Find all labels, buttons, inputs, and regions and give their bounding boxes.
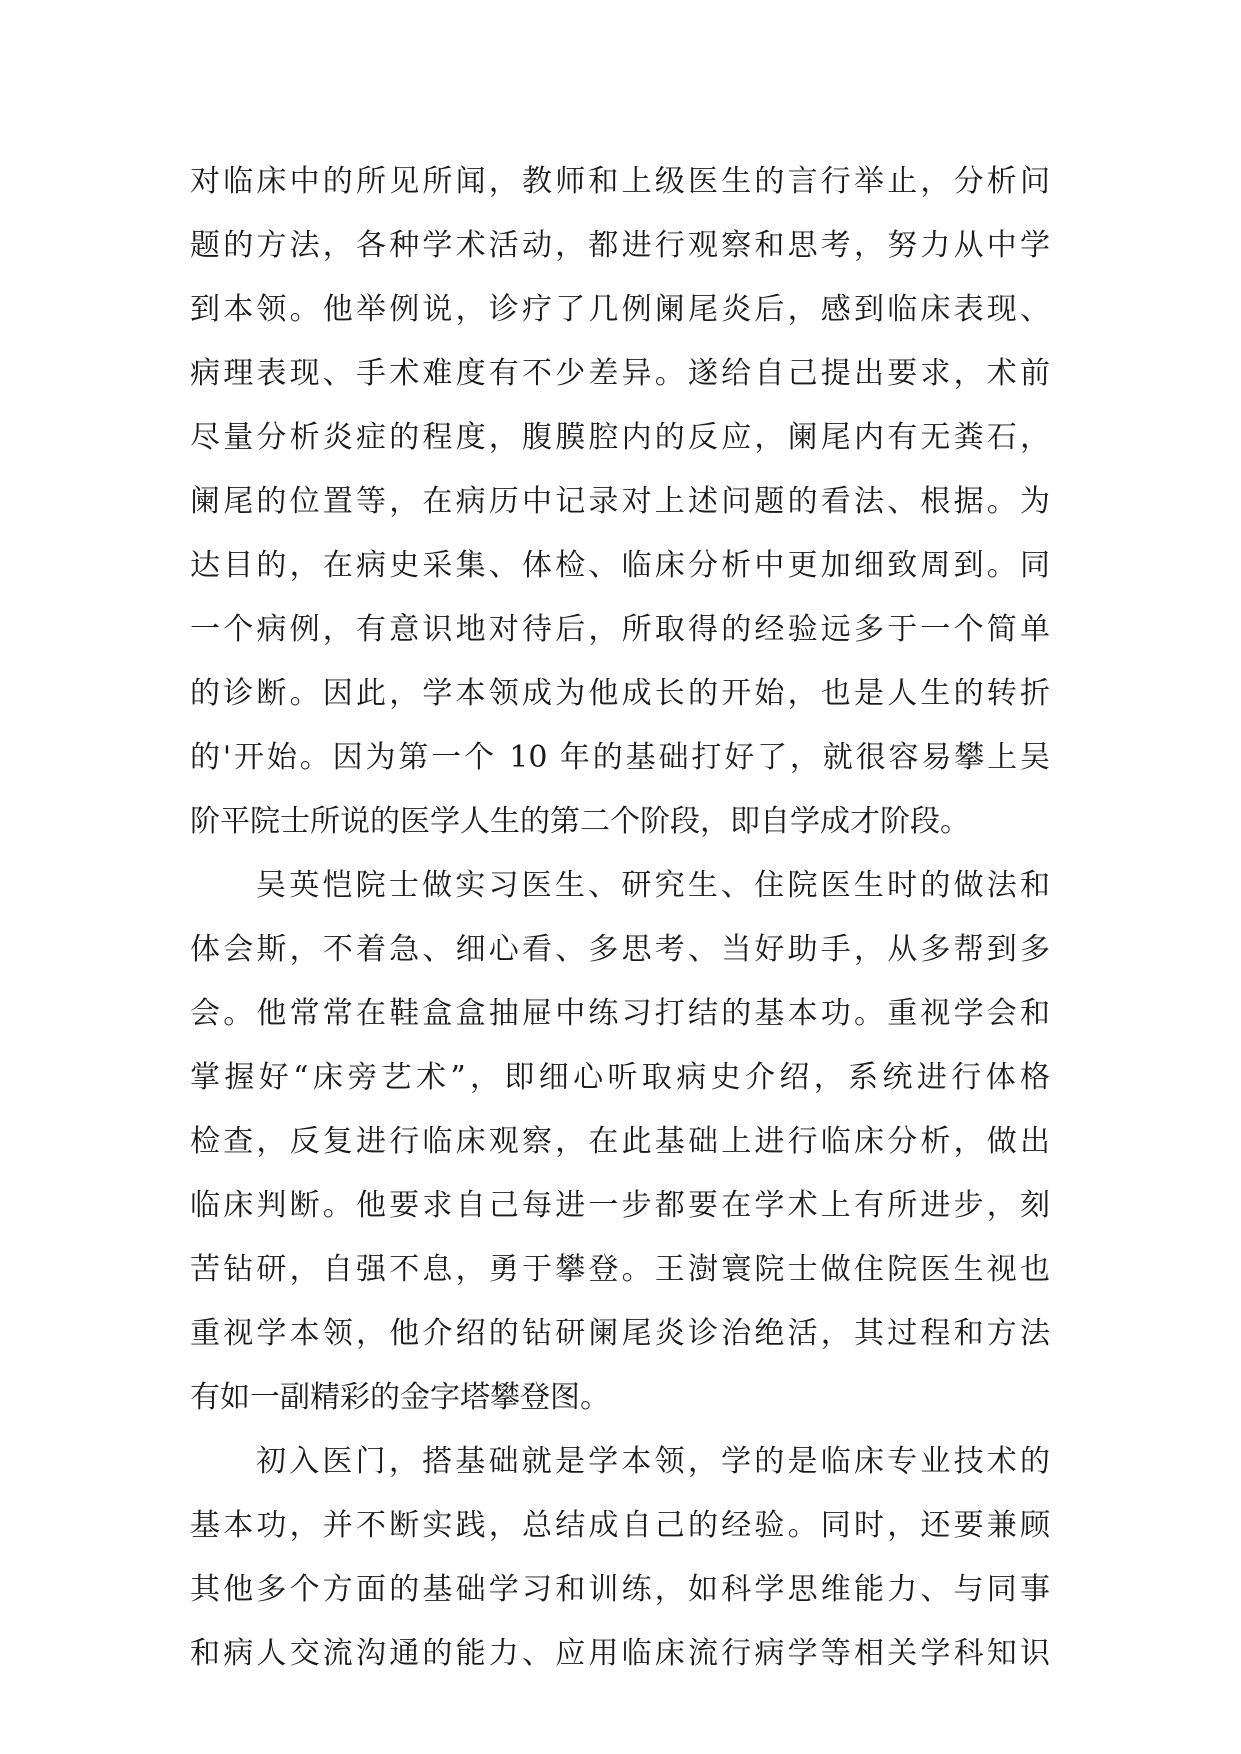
paragraph-start-line: 吴英恺院士做实习医生、研究生、住院医生时的做法和 xyxy=(256,868,1050,903)
body-text xyxy=(190,150,1050,1686)
text-line: 重视学本领，他介绍的钻研阑尾炎诊治绝活，其过程和方法 xyxy=(190,1316,1050,1351)
text-line: 一个病例，有意识地对待后，所取得的经验远多于一个简单 xyxy=(190,612,1050,647)
text-line: 临床判断。他要求自己每进一步都要在学术上有所进步，刻 xyxy=(190,1188,1050,1223)
text-line: 和病人交流沟通的能力、应用临床流行病学等相关学科知识 xyxy=(190,1636,1050,1671)
text-line: 题的方法，各种学术活动，都进行观察和思考，努力从中学 xyxy=(190,228,1050,263)
text-line: 检查，反复进行临床观察，在此基础上进行临床分析，做出 xyxy=(190,1124,1050,1159)
text-line: 有如一副精彩的金字塔攀登图。 xyxy=(190,1380,610,1415)
text-line: 到本领。他举例说，诊疗了几例阑尾炎后，感到临床表现、 xyxy=(190,292,1050,327)
text-line: 的诊断。因此，学本领成为他成长的开始，也是人生的转折 xyxy=(190,676,1050,711)
paragraph-start-line: 初入医门，搭基础就是学本领，学的是临床专业技术的 xyxy=(256,1444,1050,1479)
text-line: 掌握好“床旁艺术”，即细心听取病史介绍，系统进行体格 xyxy=(190,1060,1050,1095)
text-line: 对临床中的所见所闻，教师和上级医生的言行举止，分析问 xyxy=(190,164,1050,199)
text-line: 会。他常常在鞋盒盒抽屉中练习打结的基本功。重视学会和 xyxy=(190,996,1050,1031)
text-line: 尽量分析炎症的程度，腹膜腔内的反应，阑尾内有无粪石， xyxy=(190,420,1050,455)
text-line: 其他多个方面的基础学习和训练，如科学思维能力、与同事 xyxy=(190,1572,1050,1607)
text-line: 达目的，在病史采集、体检、临床分析中更加细致周到。同 xyxy=(190,548,1050,583)
text-line: 阶平院士所说的医学人生的第二个阶段，即自学成才阶段。 xyxy=(190,804,970,839)
text-line: 的'开始。因为第一个 10 年的基础打好了，就很容易攀上吴 xyxy=(190,740,1050,775)
text-line: 苦钻研，自强不息，勇于攀登。王澍寰院士做住院医生视也 xyxy=(190,1252,1050,1287)
text-line: 阑尾的位置等，在病历中记录对上述问题的看法、根据。为 xyxy=(190,484,1050,519)
text-line: 基本功，并不断实践，总结成自己的经验。同时，还要兼顾 xyxy=(190,1508,1050,1543)
text-line: 体会斯，不着急、细心看、多思考、当好助手，从多帮到多 xyxy=(190,932,1050,967)
text-line: 病理表现、手术难度有不少差异。遂给自己提出要求，术前 xyxy=(190,356,1050,391)
